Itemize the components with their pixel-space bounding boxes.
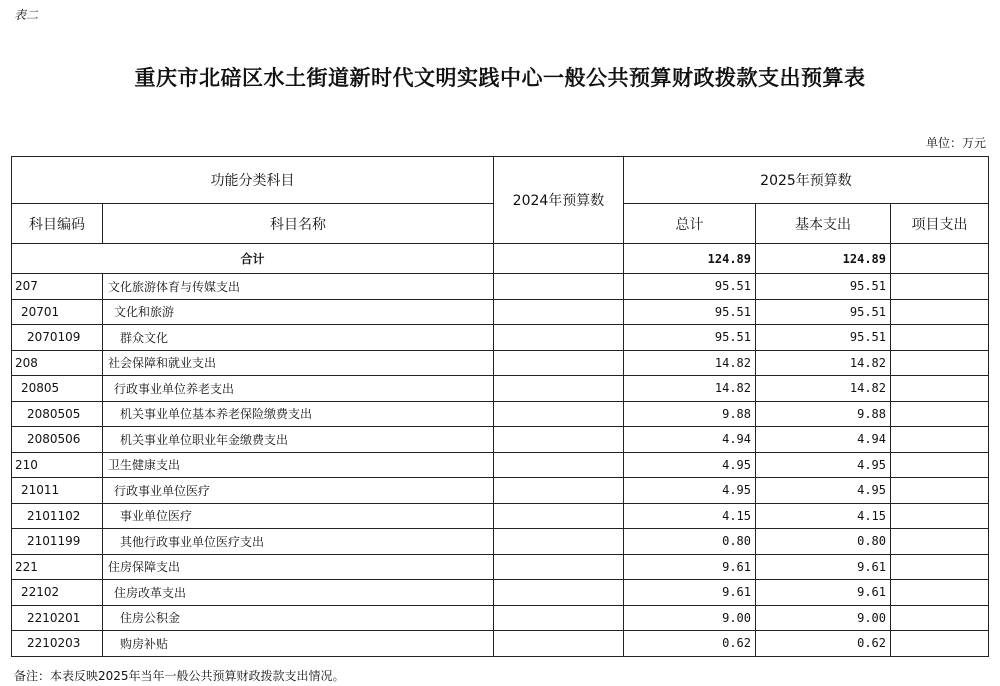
row-code: 2101102 — [12, 503, 103, 529]
row-project — [891, 274, 989, 300]
row-code: 20805 — [12, 376, 103, 402]
table-row — [12, 299, 989, 325]
row-budget-2024 — [494, 554, 624, 580]
row-project — [891, 299, 989, 325]
row-code: 2070109 — [12, 325, 103, 351]
row-basic: 14.82 — [756, 376, 891, 402]
row-budget-2024 — [494, 376, 624, 402]
row-basic: 9.61 — [756, 580, 891, 606]
row-budget-2024 — [494, 631, 624, 657]
row-code: 22102 — [12, 580, 103, 606]
table-row — [12, 529, 989, 555]
row-project — [891, 503, 989, 529]
row-total: 95.51 — [624, 299, 756, 325]
header-functional-category: 功能分类科目 — [12, 157, 494, 204]
row-budget-2024 — [494, 325, 624, 351]
row-name: 机关事业单位职业年金缴费支出 — [103, 427, 494, 453]
row-code: 2080505 — [12, 401, 103, 427]
row-basic: 0.62 — [756, 631, 891, 657]
row-basic: 4.94 — [756, 427, 891, 453]
row-budget-2024 — [494, 427, 624, 453]
row-name: 群众文化 — [103, 325, 494, 351]
table-row — [12, 580, 989, 606]
row-basic: 0.80 — [756, 529, 891, 555]
row-project — [891, 350, 989, 376]
row-project — [891, 554, 989, 580]
total-budget-2024 — [494, 244, 624, 274]
table-row — [12, 325, 989, 351]
row-code: 2210203 — [12, 631, 103, 657]
row-name: 文化和旅游 — [103, 299, 494, 325]
row-project — [891, 631, 989, 657]
table-row — [12, 274, 989, 300]
total-project — [891, 244, 989, 274]
row-code: 207 — [12, 274, 103, 300]
row-budget-2024 — [494, 529, 624, 555]
row-total: 14.82 — [624, 350, 756, 376]
header-code: 科目编码 — [12, 204, 103, 244]
row-budget-2024 — [494, 350, 624, 376]
row-total: 4.15 — [624, 503, 756, 529]
row-basic: 9.61 — [756, 554, 891, 580]
row-code: 20701 — [12, 299, 103, 325]
row-basic: 4.95 — [756, 452, 891, 478]
total-label: 合计 — [12, 244, 494, 274]
row-code: 221 — [12, 554, 103, 580]
row-total: 9.61 — [624, 554, 756, 580]
table-row — [12, 478, 989, 504]
row-total: 95.51 — [624, 325, 756, 351]
row-name: 其他行政事业单位医疗支出 — [103, 529, 494, 555]
row-total: 4.95 — [624, 452, 756, 478]
row-code: 208 — [12, 350, 103, 376]
row-total: 4.95 — [624, 478, 756, 504]
header-basic: 基本支出 — [756, 204, 891, 244]
table-row — [12, 605, 989, 631]
row-project — [891, 478, 989, 504]
unit-label: 单位：万元 — [925, 136, 986, 150]
row-name: 社会保障和就业支出 — [103, 350, 494, 376]
page-title: 重庆市北碚区水土街道新时代文明实践中心一般公共预算财政拨款支出预算表 — [134, 65, 866, 90]
table-row — [12, 427, 989, 453]
row-total: 95.51 — [624, 274, 756, 300]
row-basic: 95.51 — [756, 274, 891, 300]
header-budget-2025: 2025年预算数 — [624, 157, 989, 204]
row-total: 0.62 — [624, 631, 756, 657]
row-name: 住房保障支出 — [103, 554, 494, 580]
row-project — [891, 580, 989, 606]
row-name: 购房补贴 — [103, 631, 494, 657]
row-code: 2080506 — [12, 427, 103, 453]
table-row — [12, 401, 989, 427]
table-row — [12, 503, 989, 529]
row-name: 住房公积金 — [103, 605, 494, 631]
header-row-top — [12, 157, 989, 204]
row-budget-2024 — [494, 503, 624, 529]
row-code: 2101199 — [12, 529, 103, 555]
row-total: 0.80 — [624, 529, 756, 555]
row-budget-2024 — [494, 274, 624, 300]
row-budget-2024 — [494, 605, 624, 631]
row-project — [891, 529, 989, 555]
row-project — [891, 401, 989, 427]
row-code: 210 — [12, 452, 103, 478]
row-project — [891, 427, 989, 453]
row-project — [891, 376, 989, 402]
row-code: 2210201 — [12, 605, 103, 631]
row-basic: 4.15 — [756, 503, 891, 529]
table-row — [12, 452, 989, 478]
row-total: 9.00 — [624, 605, 756, 631]
header-total: 总计 — [624, 204, 756, 244]
row-basic: 95.51 — [756, 299, 891, 325]
row-name: 文化旅游体育与传媒支出 — [103, 274, 494, 300]
row-name: 卫生健康支出 — [103, 452, 494, 478]
row-budget-2024 — [494, 401, 624, 427]
row-name: 机关事业单位基本养老保险缴费支出 — [103, 401, 494, 427]
footnote: 备注：本表反映2025年当年一般公共预算财政拨款支出情况。 — [14, 669, 345, 683]
row-budget-2024 — [494, 580, 624, 606]
row-basic: 9.88 — [756, 401, 891, 427]
row-budget-2024 — [494, 299, 624, 325]
row-name: 事业单位医疗 — [103, 503, 494, 529]
header-name: 科目名称 — [103, 204, 494, 244]
total-total: 124.89 — [624, 244, 756, 274]
row-basic: 95.51 — [756, 325, 891, 351]
table-row — [12, 350, 989, 376]
table-row — [12, 631, 989, 657]
budget-table — [11, 156, 989, 657]
row-total: 9.88 — [624, 401, 756, 427]
row-project — [891, 452, 989, 478]
row-project — [891, 605, 989, 631]
row-budget-2024 — [494, 452, 624, 478]
row-total: 4.94 — [624, 427, 756, 453]
row-budget-2024 — [494, 478, 624, 504]
table-row — [12, 376, 989, 402]
row-name: 住房改革支出 — [103, 580, 494, 606]
header-project: 项目支出 — [891, 204, 989, 244]
row-code: 21011 — [12, 478, 103, 504]
header-budget-2024: 2024年预算数 — [494, 157, 624, 244]
table-label: 表二 — [14, 8, 39, 22]
row-basic: 14.82 — [756, 350, 891, 376]
table-row — [12, 554, 989, 580]
row-basic: 4.95 — [756, 478, 891, 504]
row-basic: 9.00 — [756, 605, 891, 631]
row-project — [891, 325, 989, 351]
row-name: 行政事业单位养老支出 — [103, 376, 494, 402]
row-total: 9.61 — [624, 580, 756, 606]
row-name: 行政事业单位医疗 — [103, 478, 494, 504]
total-basic: 124.89 — [756, 244, 891, 274]
row-total: 14.82 — [624, 376, 756, 402]
total-row — [12, 244, 989, 274]
